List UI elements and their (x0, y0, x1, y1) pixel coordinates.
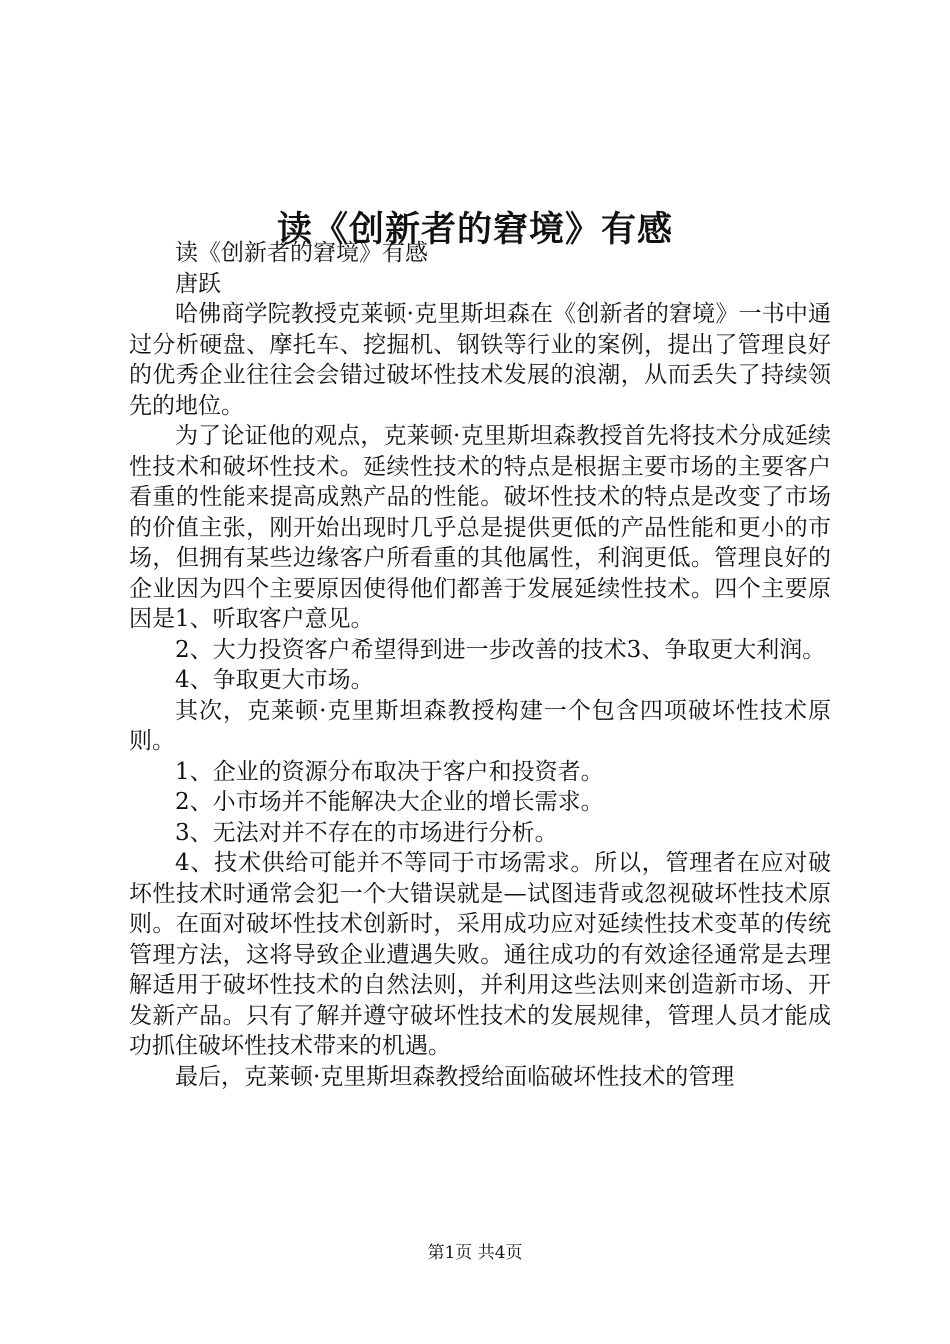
subtitle-line: 读《创新者的窘境》有感 (175, 240, 428, 266)
paragraph: 2、小市场并不能解决大企业的增长需求。 (175, 789, 604, 815)
paragraph: 最后，克莱顿·克里斯坦森教授给面临破坏性技术的管理 (175, 1063, 735, 1090)
paragraph: 4、争取更大市场。 (175, 667, 374, 693)
author-line: 唐跃 (175, 270, 221, 297)
document-body (129, 238, 831, 1092)
paragraph: 4、技术供给可能并不等同于市场需求。所以，管理者在应对破坏性技术时通常会犯一个大错误就是—试图违背或忽视破坏性技术原则。在面对破坏性技术创新时，采用成功应对延续性技术变革的传统管理方法，这将导致企业遭遇失败。通往成功的有效途径通常是去理解适用于破坏性技术的自然法则，并利用这些法则来创造新市场、开发新产品。只有了解并遵守破坏性技术的发展规律，管理人员才能成功抓住破坏性技术带来的机遇。 (129, 850, 831, 1059)
paragraph: 其次，克莱顿·克里斯坦森教授构建一个包含四项破坏性技术原则。 (129, 697, 831, 754)
page-title: 读《创新者的窘境》有感 (276, 209, 673, 251)
paragraph: 哈佛商学院教授克莱顿·克里斯坦森在《创新者的窘境》一书中通过分析硬盘、摩托车、挖掘机、钢铁等行业的案例，提出了管理良好的优秀企业往往会会错过破坏性技术发展的浪潮，从而丢失了持续领先的地位。 (129, 301, 831, 419)
paragraph: 3、无法对并不存在的市场进行分析。 (175, 819, 558, 846)
page-indicator: 第1页 共4页 (427, 1243, 523, 1263)
paragraph: 2、大力投资客户希望得到进一步改善的技术3、争取更大利润。 (175, 636, 826, 663)
paragraph: 1、企业的资源分布取决于客户和投资者。 (175, 758, 604, 785)
paragraph: 为了论证他的观点，克莱顿·克里斯坦森教授首先将技术分成延续性技术和破坏性技术。延续性技术的特点是根据主要市场的主要客户看重的性能来提高成熟产品的性能。破坏性技术的特点是改变了市场的价值主张，刚开始出现时几乎总是提供更低的产品性能和更小的市场，但拥有某些边缘客户所看重的其他属性，利润更低。管理良好的企业因为四个主要原因使得他们都善于发展延续性技术。四个主要原因是1、听取客户意见。 (129, 423, 831, 632)
